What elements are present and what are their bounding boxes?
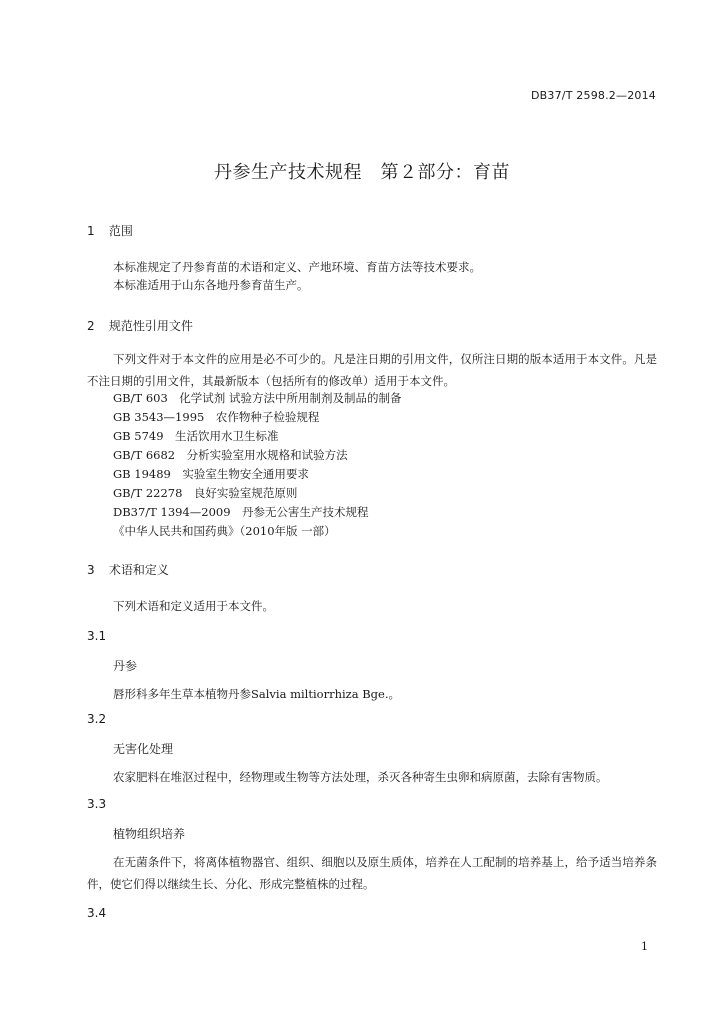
reference-item: GB 19489 实验室生物安全通用要求 <box>113 467 309 481</box>
document-title: 丹参生产技术规程 第２部分：育苗 <box>214 162 510 183</box>
paragraph: 下列术语和定义适用于本文件。 <box>113 599 274 613</box>
term-number: 3.2 <box>87 712 107 726</box>
section-title: 术语和定义 <box>108 563 169 577</box>
section-number: 3 <box>87 563 95 577</box>
reference-item: GB 3543—1995 农作物种子检验规程 <box>113 410 320 424</box>
section-number: 2 <box>87 319 95 333</box>
page-number: 1 <box>641 940 648 953</box>
section-title: 范围 <box>108 224 133 238</box>
term-definition: 在无菌条件下，将离体植物器官、组织、细胞以及原生质体，培养在人工配制的培养基上，给予适当培养条件，使它们得以继续生长、分化、形成完整植株的过程。 <box>87 855 657 891</box>
paragraph: 下列文件对于本文件的应用是必不可少的。凡是注日期的引用文件，仅所注日期的版本适用于本文件。凡是不注日期的引用文件，其最新版本（包括所有的修改单）适用于本文件。 <box>87 352 657 388</box>
section-2-heading <box>87 317 193 334</box>
term-name: 无害化处理 <box>113 742 174 756</box>
reference-item: GB 5749 生活饮用水卫生标准 <box>113 429 279 443</box>
paragraph: 本标准适用于山东各地丹参育苗生产。 <box>113 278 309 292</box>
term-definition: 农家肥料在堆沤过程中，经物理或生物等方法处理，杀灭各种寄生虫卵和病原菌，去除有害物质。 <box>113 770 608 784</box>
reference-item: GB/T 6682 分析实验室用水规格和试验方法 <box>113 448 348 462</box>
reference-item: 《中华人民共和国药典》（2010年版 一部） <box>113 524 336 538</box>
term-number: 3.1 <box>87 629 107 643</box>
term-name: 植物组织培养 <box>113 827 186 841</box>
reference-item: DB37/T 1394—2009 丹参无公害生产技术规程 <box>113 505 369 519</box>
standard-code: DB37/T 2598.2—2014 <box>530 89 656 102</box>
term-name: 丹参 <box>113 659 138 673</box>
reference-item: GB/T 603 化学试剂 试验方法中所用制剂及制品的制备 <box>113 391 402 405</box>
term-number: 3.3 <box>87 797 107 811</box>
term-definition: 唇形科多年生草本植物丹参Salvia miltiorrhiza Bge.。 <box>113 687 401 701</box>
section-number: 1 <box>87 224 95 238</box>
section-title: 规范性引用文件 <box>108 319 193 333</box>
reference-item: GB/T 22278 良好实验室规范原则 <box>113 486 298 500</box>
section-3-heading <box>87 561 169 578</box>
paragraph: 本标准规定了丹参育苗的术语和定义、产地环境、育苗方法等技术要求。 <box>113 260 481 274</box>
section-1-heading <box>87 222 133 239</box>
term-number: 3.4 <box>87 906 107 920</box>
